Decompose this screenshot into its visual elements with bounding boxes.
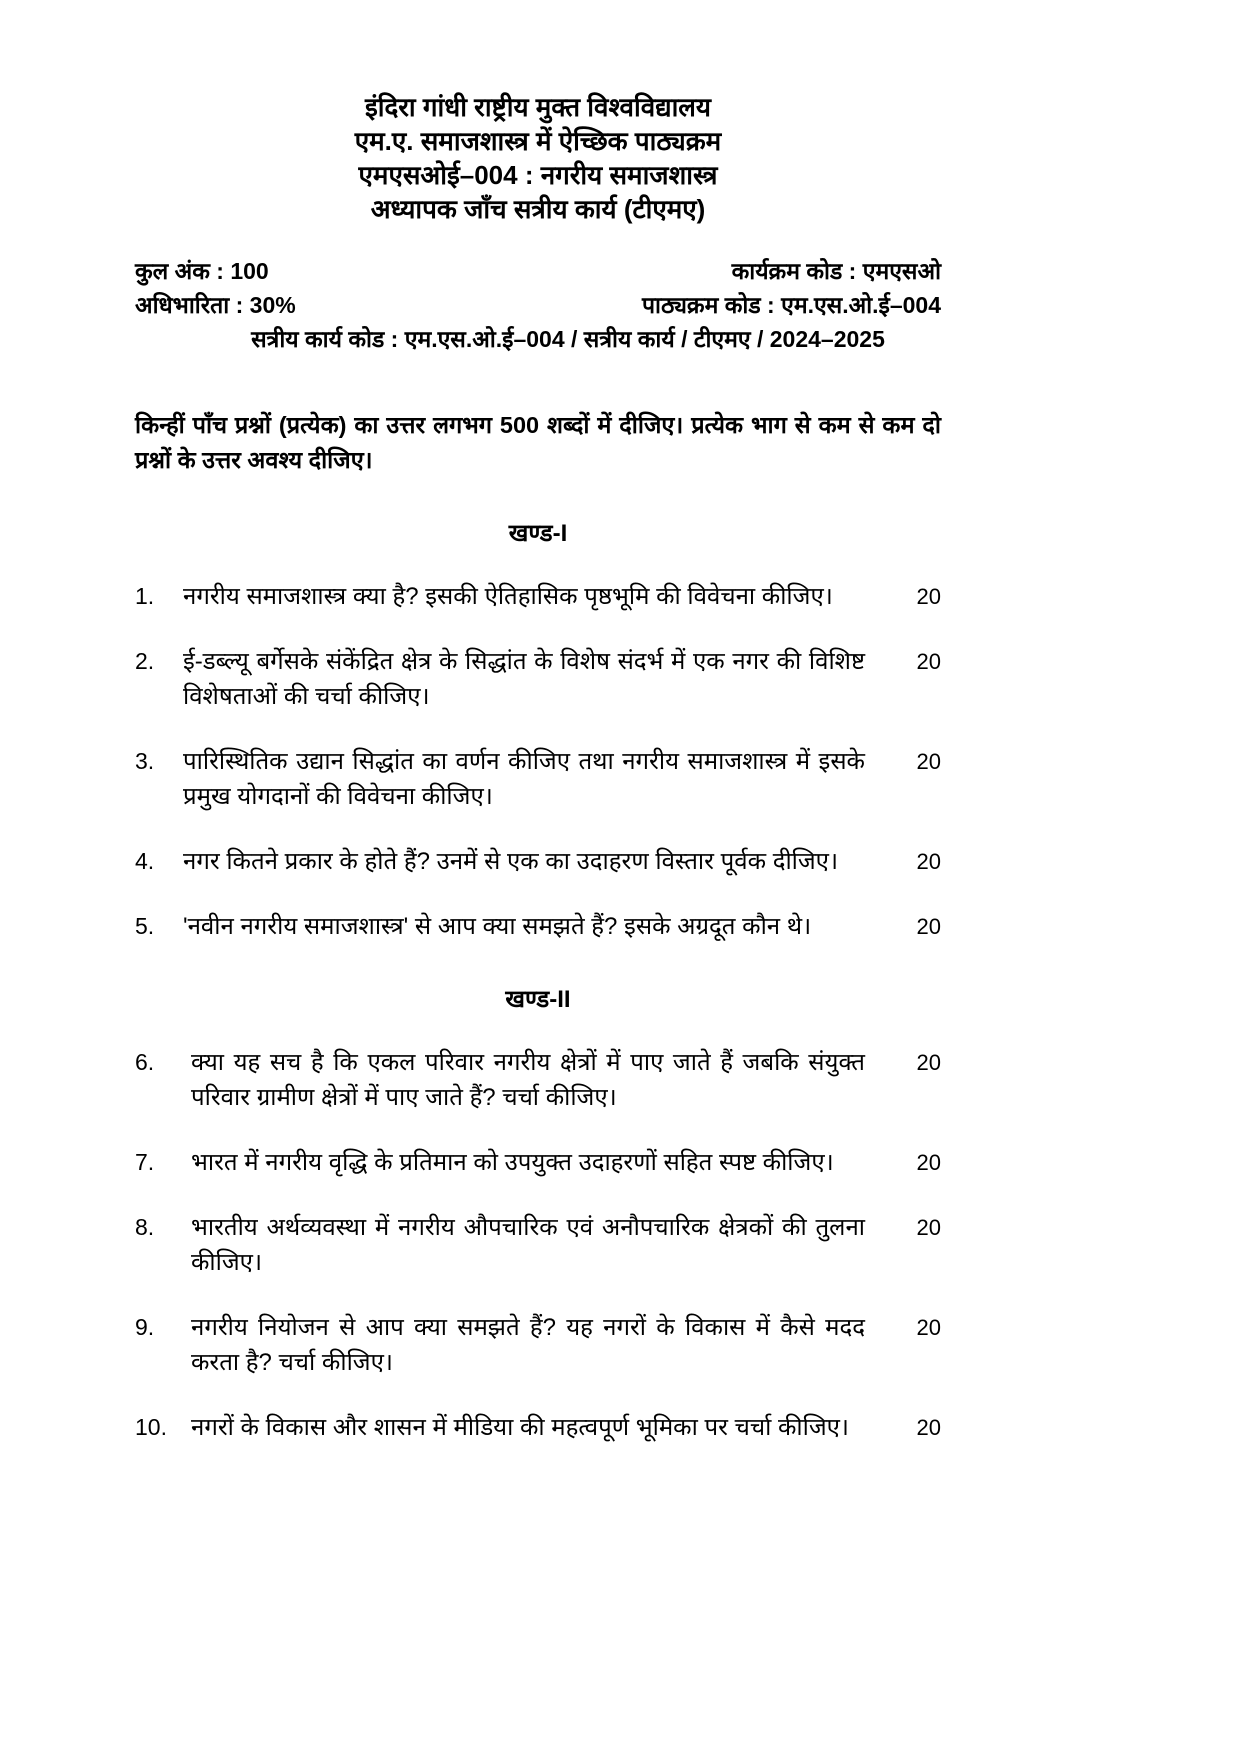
meta-row-1 (135, 254, 941, 288)
programme-title: एम.ए. समाजशास्त्र में ऐच्छिक पाठ्यक्रम (354, 126, 722, 156)
programme-code: कार्यक्रम कोड : एमएसओ (731, 258, 941, 284)
assignment-code: सत्रीय कार्य कोड : एम.एस.ओ.ई–004 / सत्रीय कार्य / टीएमए / 2024–2025 (251, 326, 885, 352)
question-row (135, 1045, 941, 1115)
question-row (135, 1145, 941, 1180)
question-marks: 20 (916, 849, 941, 874)
question-number: 1. (135, 583, 155, 609)
question-row (135, 579, 941, 614)
question-marks: 20 (916, 914, 941, 939)
question-text: नगरों के विकास और शासन में मीडिया की महत्वपूर्ण भूमिका पर चर्चा कीजिए। (191, 1414, 850, 1441)
document-header (135, 90, 941, 226)
meta-block (135, 254, 941, 356)
weightage: अधिभारिता : 30% (135, 292, 296, 318)
question-marks: 20 (916, 584, 941, 609)
question-marks: 20 (916, 1315, 941, 1340)
section-1-questions (135, 579, 941, 944)
total-marks: कुल अंक : 100 (135, 258, 269, 284)
section-2-title: खण्ड-II (505, 986, 571, 1013)
question-number: 2. (135, 648, 155, 674)
course-code: पाठ्यक्रम कोड : एम.एस.ओ.ई–004 (641, 292, 941, 318)
question-marks: 20 (916, 1050, 941, 1075)
section-1-title: खण्ड-I (508, 520, 568, 547)
question-number: 5. (135, 913, 155, 939)
question-text: 'नवीन नगरीय समाजशास्त्र' से आप क्या समझते हैं? इसके अग्रदूत कौन थे। (183, 913, 812, 940)
question-marks: 20 (916, 1215, 941, 1240)
question-row (135, 644, 941, 714)
question-number: 8. (135, 1214, 155, 1240)
question-text: पारिस्थितिक उद्यान सिद्धांत का वर्णन कीजिए तथा नगरीय समाजशास्त्र में इसके प्रमुख योगदानों की विवेचना कीजिए। (183, 748, 865, 810)
question-row (135, 1310, 941, 1380)
question-text: भारतीय अर्थव्यवस्था में नगरीय औपचारिक एवं अनौपचारिक क्षेत्रकों की तुलना कीजिए। (191, 1214, 865, 1276)
question-number: 10. (135, 1414, 167, 1440)
question-marks: 20 (916, 1150, 941, 1175)
question-row (135, 1410, 941, 1445)
question-text: भारत में नगरीय वृद्धि के प्रतिमान को उपयुक्त उदाहरणों सहित स्पष्ट कीजिए। (191, 1149, 834, 1176)
question-text: ई-डब्ल्यू बर्गेसके संकेंद्रित क्षेत्र के सिद्धांत के विशेष संदर्भ में एक नगर की विशिष्ट विशेषताओं की चर्चा कीजिए। (183, 648, 865, 710)
section-2-questions (135, 1045, 941, 1445)
general-instruction: किन्हीं पाँच प्रश्नों (प्रत्येक) का उत्तर लगभग 500 शब्दों में दीजिए। प्रत्येक भाग से कम से कम दो प्रश्नों के उत्तर अवश्य दीजिए। (135, 412, 941, 473)
question-text: क्या यह सच है कि एकल परिवार नगरीय क्षेत्रों में पाए जाते हैं जबकि संयुक्त परिवार ग्रामीण क्षेत्रों में पाए जाते हैं? चर्चा कीजिए। (191, 1049, 865, 1111)
question-number: 4. (135, 848, 155, 874)
question-marks: 20 (916, 749, 941, 774)
question-row (135, 744, 941, 814)
meta-row-2 (135, 288, 941, 322)
question-text: नगरीय समाजशास्त्र क्या है? इसकी ऐतिहासिक पृष्ठभूमि की विवेचना कीजिए। (183, 583, 833, 610)
assignment-type-title: अध्यापक जाँच सत्रीय कार्य (टीएमए) (370, 194, 706, 224)
question-row (135, 909, 941, 944)
question-number: 3. (135, 748, 155, 774)
question-text: नगर कितने प्रकार के होते हैं? उनमें से एक का उदाहरण विस्तार पूर्वक दीजिए। (183, 848, 839, 875)
question-text: नगरीय नियोजन से आप क्या समझते हैं? यह नगरों के विकास में कैसे मदद करता है? चर्चा कीजिए। (191, 1314, 865, 1376)
question-number: 6. (135, 1049, 155, 1075)
question-row (135, 1210, 941, 1280)
question-number: 9. (135, 1314, 155, 1340)
course-title: एमएसओई–004 : नगरीय समाजशास्त्र (358, 160, 718, 190)
question-marks: 20 (916, 649, 941, 674)
question-row (135, 844, 941, 879)
university-name: इंदिरा गांधी राष्ट्रीय मुक्त विश्वविद्यालय (364, 92, 712, 122)
question-number: 7. (135, 1149, 155, 1175)
question-marks: 20 (916, 1415, 941, 1440)
